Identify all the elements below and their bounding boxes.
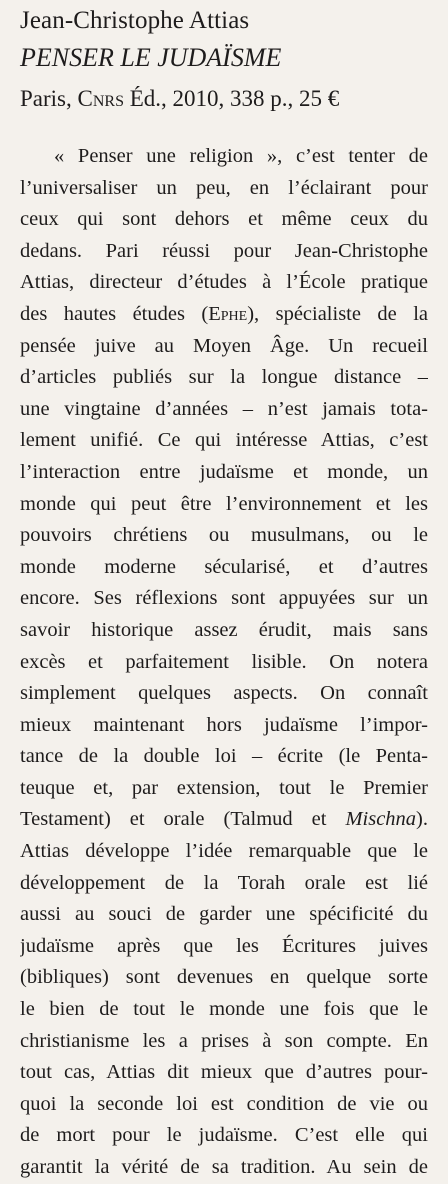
text-line: excès et parfaitement lisible. On notera bbox=[20, 650, 428, 673]
institution-abbrev: Ephe bbox=[208, 302, 248, 325]
pub-place: Paris, bbox=[20, 86, 78, 111]
text-line: Attias développe l’idée remarquable que le bbox=[20, 840, 428, 863]
text-line: pouvoirs chrétiens ou musulmans, ou le bbox=[20, 524, 428, 547]
text-line bbox=[20, 299, 428, 331]
text-line: lement unifié. Ce qui intéresse Attias, c’est bbox=[20, 429, 428, 452]
text-line bbox=[20, 804, 428, 836]
pub-details: Éd., 2010, 338 p., 25 € bbox=[123, 86, 340, 111]
text-line: quoi la seconde loi est condition de vie ou bbox=[20, 1092, 428, 1115]
text-fragment: ). bbox=[416, 808, 428, 831]
text-line: savoir historique assez érudit, mais sans bbox=[20, 618, 428, 641]
text-line: l’universaliser un peu, en l’éclairant pour bbox=[20, 176, 428, 199]
text-line: teuque et, par extension, tout le Premier bbox=[20, 776, 428, 799]
text-line: garantit la vérité de sa tradition. Au sein de bbox=[20, 1156, 428, 1178]
text-line: ceux qui sont dehors et même ceux du bbox=[20, 208, 428, 231]
text-line: « Penser une religion », c’est tenter de bbox=[54, 145, 428, 167]
text-line: le bien de tout le monde une fois que le bbox=[20, 998, 428, 1021]
text-fragment: Testament) et orale (Talmud et bbox=[20, 808, 346, 831]
text-line: d’articles publiés sur la longue distance – bbox=[20, 366, 428, 389]
text-line: dedans. Pari réussi pour Jean-Christophe bbox=[20, 239, 428, 262]
text-line: aussi au souci de garder une spécificité du bbox=[20, 903, 428, 926]
text-line: développement de la Torah orale est lié bbox=[20, 871, 428, 894]
text-line: judaïsme après que les Écritures juives bbox=[20, 934, 428, 957]
text-line: de mort pour le judaïsme. C’est elle qui bbox=[20, 1124, 428, 1147]
text-line: monde moderne sécularisé, et d’autres bbox=[20, 555, 428, 578]
review-body bbox=[20, 141, 428, 1184]
text-line: Attias, directeur d’études à l’École pratique bbox=[20, 271, 428, 294]
text-line: une vingtaine d’années – n’est jamais tota- bbox=[20, 397, 428, 420]
publisher-name: Cnrs bbox=[77, 86, 124, 111]
text-fragment: ), spécialiste de la bbox=[247, 302, 428, 325]
text-line: tout cas, Attias dit mieux que d’autres pour- bbox=[20, 1061, 428, 1084]
book-author: Jean-Christophe Attias bbox=[20, 7, 250, 34]
text-line: monde qui peut être l’environnement et les bbox=[20, 492, 428, 515]
text-line: christianisme les a prises à son compte. En bbox=[20, 1029, 428, 1052]
book-title: PENSER LE JUDAÏSME bbox=[20, 43, 282, 72]
italic-term: Mischna bbox=[345, 808, 417, 831]
text-line: tance de la double loi – écrite (le Penta- bbox=[20, 745, 428, 768]
text-fragment: des hautes études ( bbox=[20, 302, 209, 325]
text-line: simplement quelques aspects. On connaît bbox=[20, 682, 428, 705]
text-line: mieux maintenant hors judaïsme l’impor- bbox=[20, 713, 428, 736]
text-line: encore. Ses réflexions sont appuyées sur un bbox=[20, 587, 428, 610]
publication-info bbox=[20, 84, 339, 114]
text-line: l’interaction entre judaïsme et monde, un bbox=[20, 460, 428, 483]
text-line: (bibliques) sont devenues en quelque sorte bbox=[20, 966, 428, 989]
text-line: pensée juive au Moyen Âge. Un recueil bbox=[20, 334, 428, 357]
